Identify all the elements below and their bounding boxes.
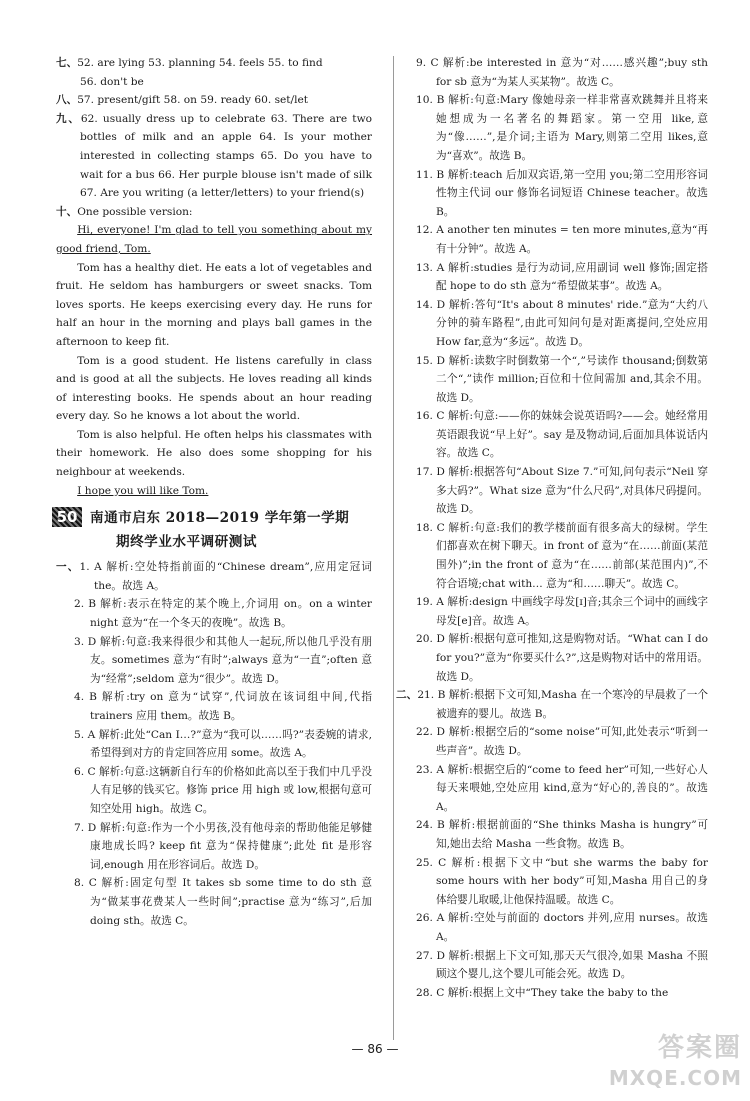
essay-paragraph-3: Tom is also helpful. He often helps his classmates with their homework. He also does some shopping for his neighbour at weekends. [56, 428, 372, 479]
question-2: 2. B 解析:表示在特定的某个晚上,介词用 on。on a winter night 意为“在一个冬天的夜晚”。故选 B。 [74, 598, 372, 630]
question-25: 25. C 解析:根据下文中“but she warms the baby for some hours with her body”可知,Masha 用自己的身体给婴儿取暖,让他保持温暖。故选 C。 [416, 856, 708, 906]
question-9: 9. C 解析:be interested in 意为“对……感兴趣”;buy sth for sb 意为“为某人买某物”。故选 C。 [416, 57, 708, 88]
column-divider [393, 56, 394, 1040]
section-7-line-1: 52. are lying 53. planning 54. feels 55. to find [77, 57, 323, 69]
question-1: 一、1. A 解析:空处特指前面的“Chinese dream”,应用定冠词 the。故选 A。 [56, 561, 372, 592]
watermark-logo [572, 1031, 742, 1095]
section-9-answers: 62. usually dress up to celebrate 63. There are two bottles of milk and an apple 64. Is your mother interested in collecting stamps 65. Do you have to wait for a bus 66. Her purple blouse isn't made of silk 67. Are you writing (a letter/letters) to your friend(s) [80, 112, 373, 200]
question-15: 15. D 解析:读数字时倒数第一个“,”号读作 thousand;倒数第二个“,”读作 million;百位和十位间需加 and,其余不用。故选 D。 [416, 354, 708, 404]
watermark-url: MXQE.COM [608, 1066, 742, 1090]
question-5: 5. A 解析:此处“Can I…?”意为“我可以……吗?”表委婉的请求,希望得到对方的肯定回答应用 some。故选 A。 [74, 728, 372, 760]
question-10: 10. B 解析:句意:Mary 像她母亲一样非常喜欢跳舞并且将来她想成为一名著名的舞蹈家。第一空用 like,意为“像……”,是介词;主语为 Mary,则第二空用 likes,意为“喜欢”。故选 B。 [416, 94, 708, 162]
question-4: 4. B 解析:try on 意为“试穿”,代词放在该词组中间,代指 trainers 应用 them。故选 B。 [74, 691, 372, 722]
question-22: 22. D 解析:根据空后的“some noise”可知,此处表示“听到一些声音”。故选 D。 [416, 726, 708, 757]
question-18: 18. C 解析:句意:我们的教学楼前面有很多高大的绿树。学生们都喜欢在树下聊天。in front of 意为“在……前面(某范围外)”;in the front of 意为“在……前部(某范围内)”,不符合语境;chat with… 意为“和……聊天”。故选 C。 [416, 521, 708, 590]
section-10-label: One possible version: [77, 205, 193, 218]
section-7: 七、52. are lying 53. planning 54. feels 55. to find 56. don't be [56, 57, 323, 88]
essay-paragraph-2: Tom is a good student. He listens carefully in class and is good at all the subjects. He loves reading all kinds of interesting books. He spends about an hour reading every day. So he knows a lot about the world. [56, 354, 372, 423]
question-19: 19. A 解析:design 中画线字母发[ɪ]音;其余三个词中的画线字母发[e]音。故选 A。 [416, 596, 708, 627]
essay-opening: Hi, everyone! I'm glad to tell you something about my good friend, Tom. [56, 224, 372, 255]
question-17: 17. D 解析:根据答句“About Size 7.”可知,问句表示“Neil 穿多大码?”。What size 意为“什么尺码”,对具体尺码提问。故选 D。 [416, 466, 708, 516]
essay-paragraph-1: Tom has a healthy diet. He eats a lot of vegetables and fruit. He seldom has hamburgers or sweet snacks. Tom loves sports. He keeps exercising every day. He runs for half an hour in the morning and plays ball games in the afternoon to keep fit. [56, 261, 372, 348]
question-24: 24. B 解析:根据前面的“She thinks Masha is hungry”可知,她出去给 Masha 一些食物。故选 B。 [416, 819, 708, 850]
unit-title-line-2: 期终学业水平调研测试 [116, 534, 257, 551]
section-8: 八、57. present/gift 58. on 59. ready 60. set/let [56, 94, 309, 107]
section-9: 九、62. usually dress up to celebrate 63. There are two bottles of milk and an apple 64. Is your mother interested in collecting stamps 65. Do you have to wait for a bus 66. Her purple blouse isn't made of silk 67. Are you writing (a letter/letters) to your friend(s) [56, 112, 373, 200]
essay-closing: I hope you will like Tom. [77, 484, 209, 497]
unit-title-line-1: 南通市启东 2018—2019 学年第一学期 [90, 510, 350, 527]
question-3: 3. D 解析:句意:我来得很少和其他人一起玩,所以他几乎没有朋友。sometimes 意为“有时”;always 意为“一直”;often 意为“经常”;seldom 意为“很少”。故选 D。 [74, 635, 372, 685]
section-7-line-2: 56. don't be [80, 75, 144, 88]
unit-number-badge: 50 [52, 507, 82, 527]
question-21: 二、21. B 解析:根据下文可知,Masha 在一个寒冷的早晨救了一个被遗弃的婴儿。故选 B。 [396, 689, 708, 720]
page-number: — 86 — [351, 1042, 399, 1056]
question-16: 16. C 解析:句意:——你的妹妹会说英语吗?——会。她经常用英语跟我说“早上好”。say 是及物动词,后面加具体说话内容。故选 C。 [416, 410, 708, 460]
question-11: 11. B 解析:teach 后加双宾语,第一空用 you;第二空用形容词性物主代词 our 修饰名词短语 Chinese teacher。故选 B。 [416, 168, 708, 218]
unit-title [90, 506, 349, 554]
question-26: 26. A 解析:空处与前面的 doctors 并列,应用 nurses。故选 A。 [416, 912, 708, 943]
question-7: 7. D 解析:句意:作为一个小男孩,没有他母亲的帮助他能足够健康地成长吗? keep fit 意为“保持健康”;此处 fit 是形容词,enough 用在形容词后。故选 D。 [74, 821, 372, 871]
question-13: 13. A 解析:studies 是行为动词,应用副词 well 修饰;固定搭配 hope to do sth 意为“希望做某事”。故选 A。 [416, 261, 708, 293]
left-column [56, 54, 372, 930]
question-14: 14. D 解析:答句“It's about 8 minutes' ride.”意为“大约八分钟的骑车路程”,由此可知问句是对距离提问,空处应用 How far,意为“多远”。故选 D。 [416, 298, 708, 348]
question-12: 12. A another ten minutes = ten more minutes,意为“再有十分钟”。故选 A。 [416, 224, 708, 255]
section-8-answers: 57. present/gift 58. on 59. ready 60. set/let [77, 94, 309, 107]
question-8: 8. C 解析:固定句型 It takes sb some time to do sth 意为“做某事花费某人一些时间”;practise 意为“练习”,后加 doing sth。故选 C。 [74, 877, 372, 927]
section-10: 十、One possible version: [56, 205, 193, 218]
part-1-questions [56, 595, 372, 930]
question-6: 6. C 解析:句意:这辆新自行车的价格如此高以至于我们中几乎没人有足够的钱买它。修饰 price 用 high 或 low,根据句意可知空处用 high。故选 C。 [74, 765, 372, 815]
watermark-title: 答案圈 [657, 1033, 742, 1063]
question-28: 28. C 解析:根据上文中“They take the baby to the [416, 986, 669, 999]
right-column [396, 54, 708, 1002]
question-27: 27. D 解析:根据上下文可知,那天天气很冷,如果 Masha 不照顾这个婴儿,这个婴儿可能会死。故选 D。 [416, 949, 708, 981]
question-23: 23. A 解析:根据空后的“come to feed her”可知,一些好心人每天来喂她,空处应用 kind,意为“好心的,善良的”。故选 A。 [416, 763, 708, 813]
question-20: 20. D 解析:根据句意可推知,这是购物对话。“What can I do for you?”意为“你要买什么?”,这是购物对话中的常用语。故选 D。 [416, 633, 708, 683]
unit-heading [52, 506, 372, 554]
